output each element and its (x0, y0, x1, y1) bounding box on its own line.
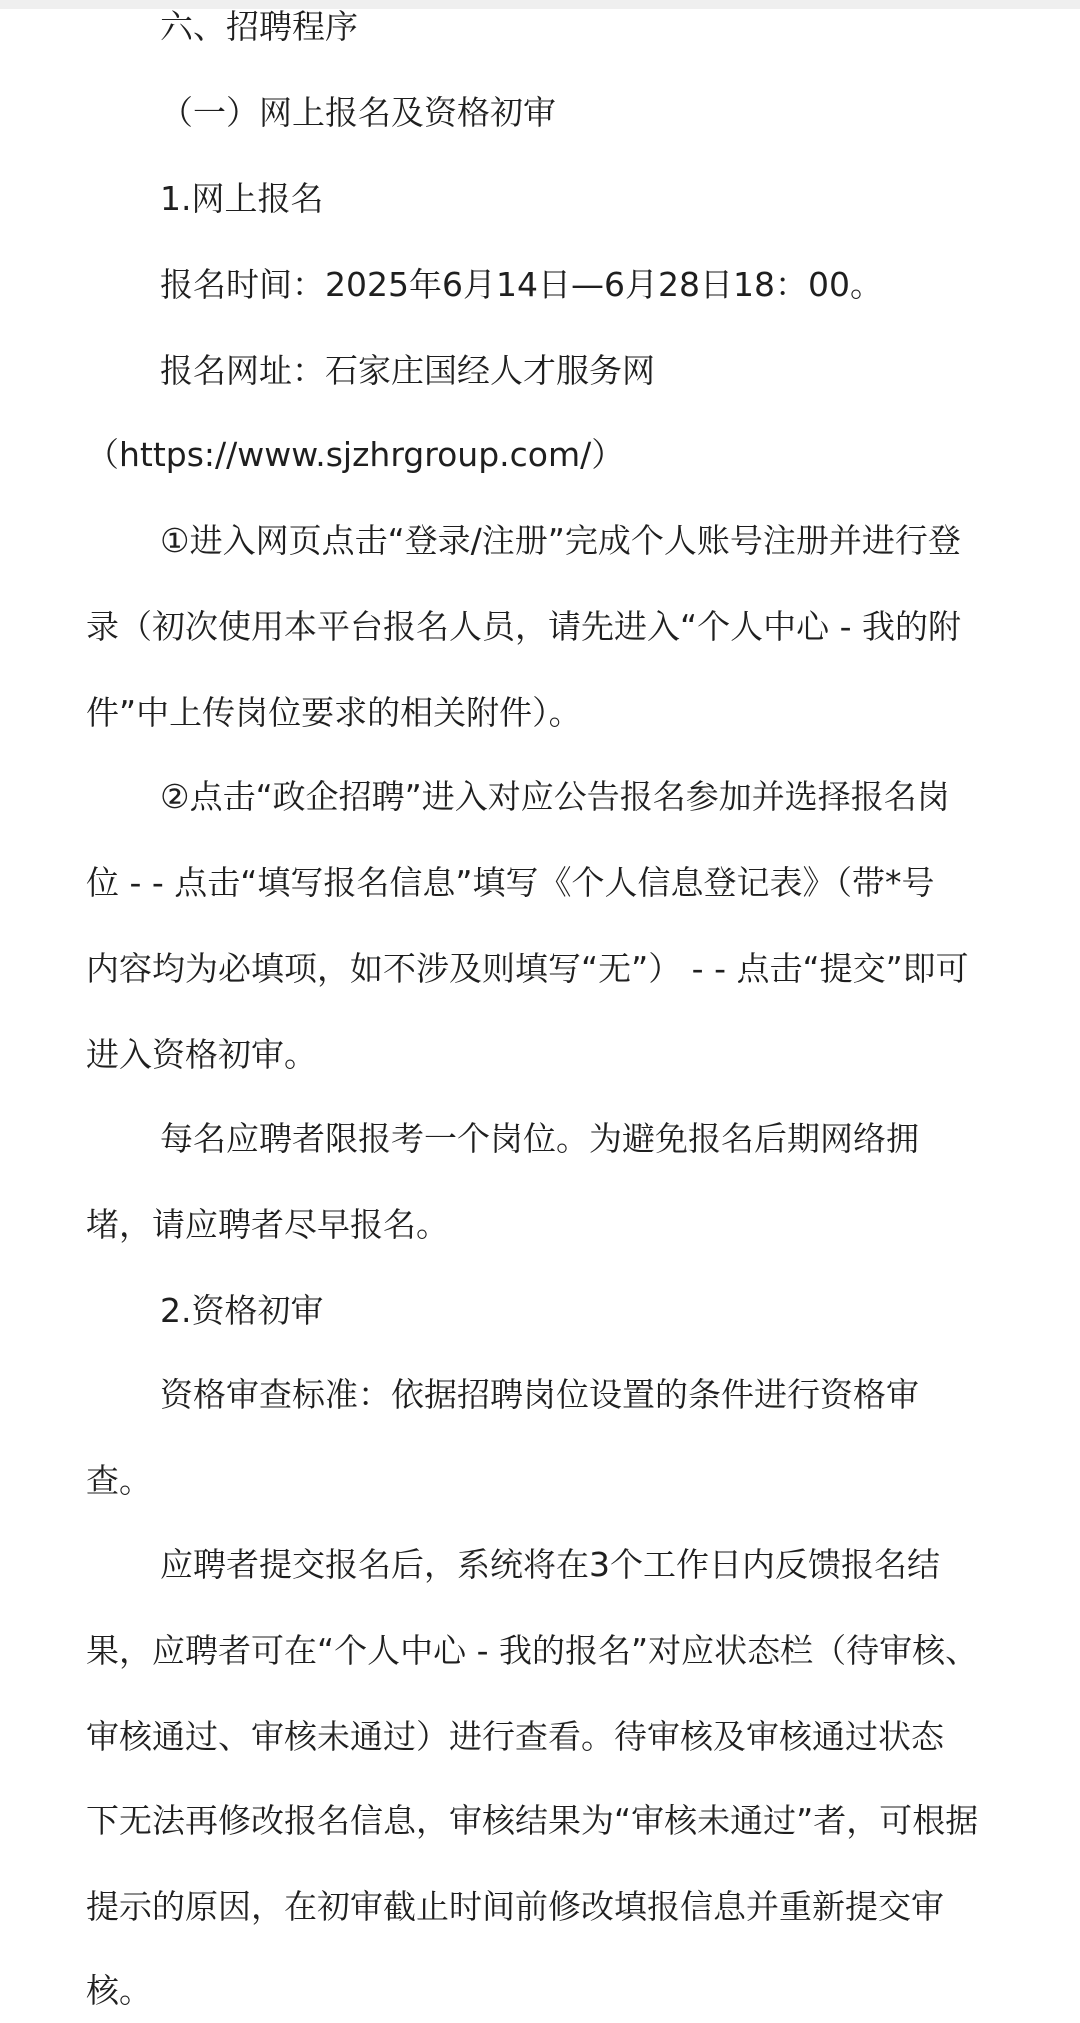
paragraph-line: 件”中上传岗位要求的相关附件）。 (86, 693, 582, 732)
paragraph-line: 提示的原因，在初审截止时间前修改填报信息并重新提交审 (86, 1887, 944, 1926)
paragraph-line: 堵，请应聘者尽早报名。 (86, 1205, 449, 1244)
paragraph-line: ②点击“政企招聘”进入对应公告报名参加并选择报名岗 (160, 777, 950, 816)
paragraph-line: 果，应聘者可在“个人中心 - 我的报名”对应状态栏（待审核、 (86, 1631, 979, 1670)
paragraph-line: 进入资格初审。 (86, 1035, 317, 1074)
registration-url: （https://www.sjzhrgroup.com/） (86, 435, 625, 474)
item-heading: 2.资格初审 (160, 1291, 324, 1330)
registration-time: 报名时间：2025年6月14日—6月28日18：00。 (160, 265, 883, 304)
paragraph-line: 每名应聘者限报考一个岗位。为避免报名后期网络拥 (160, 1119, 919, 1158)
item-heading: 1.网上报名 (160, 179, 324, 218)
subsection-heading: （一）网上报名及资格初审 (160, 93, 556, 132)
paragraph-line: 查。 (86, 1461, 152, 1500)
paragraph-line: 审核通过、审核未通过）进行查看。待审核及审核通过状态 (86, 1717, 944, 1756)
paragraph-line: ①进入网页点击“登录/注册”完成个人账号注册并进行登 (160, 521, 961, 560)
paragraph-line: 内容均为必填项，如不涉及则填写“无”） - - 点击“提交”即可 (86, 949, 969, 988)
paragraph-line: 资格审查标准：依据招聘岗位设置的条件进行资格审 (160, 1375, 919, 1414)
paragraph-line: 核。 (86, 1971, 152, 2010)
paragraph-line: 位 - - 点击“填写报名信息”填写《个人信息登记表》（带*号 (86, 863, 935, 902)
paragraph-line: 应聘者提交报名后，系统将在3个工作日内反馈报名结 (160, 1545, 940, 1584)
paragraph-line: 下无法再修改报名信息，审核结果为“审核未通过”者，可根据 (86, 1801, 979, 1840)
registration-site: 报名网址：石家庄国经人才服务网 (160, 351, 655, 390)
paragraph-line: 录（初次使用本平台报名人员，请先进入“个人中心 - 我的附 (86, 607, 961, 646)
section-heading: 六、招聘程序 (160, 7, 358, 46)
